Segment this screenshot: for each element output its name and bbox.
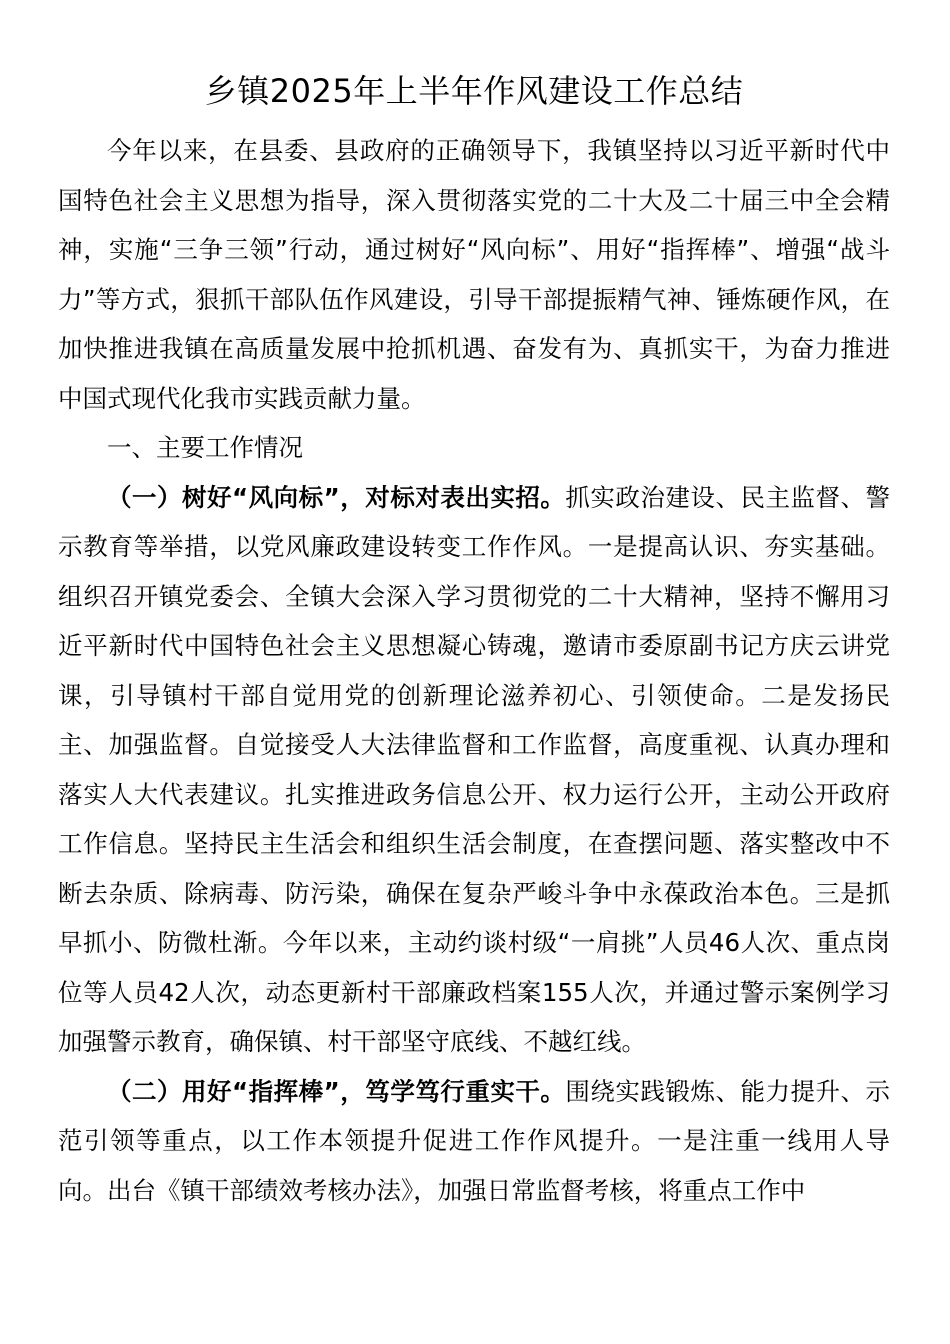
- subsection-2-paragraph: [58, 1067, 890, 1216]
- document-title: 乡镇2025年上半年作风建设工作总结: [204, 72, 744, 110]
- subsection-1-heading: （一）树好“风向标”，对标对表出实招。: [107, 482, 566, 512]
- subsection-1-body: 抓实政治建设、民主监督、警示教育等举措，以党风廉政建设转变工作作风。一是提高认识、夯实基础。组织召开镇党委会、全镇大会深入学习贯彻党的二十大精神，坚持不懈用习近平新时代中国特色社会主义思想凝心铸魂，邀请市委原副书记方庆云讲党课，引导镇村干部自觉用党的创新理论滋养初心、引领使命。二是发扬民主、加强监督。自觉接受人大法律监督和工作监督，高度重视、认真办理和落实人大代表建议。扎实推进政务信息公开、权力运行公开，主动公开政府工作信息。坚持民主生活会和组织生活会制度，在查摆问题、落实整改中不断去杂质、除病毒、防污染，确保在复杂严峻斗争中永葆政治本色。三是抓早抓小、防微杜渐。今年以来，主动约谈村级“一肩挑”人员46人次、重点岗位等人员42人次，动态更新村干部廉政档案155人次，并通过警示案例学习加强警示教育，确保镇、村干部坚守底线、不越红线。: [58, 482, 891, 1056]
- section-heading-main-work: 一、主要工作情况: [107, 433, 303, 462]
- subsection-1-paragraph: [58, 473, 890, 1067]
- subsection-2-heading: （二）用好“指挥棒”，笃学笃行重实干。: [107, 1076, 566, 1106]
- intro-paragraph: 今年以来，在县委、县政府的正确领导下，我镇坚持以习近平新时代中国特色社会主义思想为指导，深入贯彻落实党的二十大及二十届三中全会精神，实施“三争三领”行动，通过树好“风向标”、用好“指挥棒”、增强“战斗力”等方式，狠抓干部队伍作风建设，引导干部提振精气神、锤炼硬作风，在加快推进我镇在高质量发展中抢抓机遇、奋发有为、真抓实干，为奋力推进中国式现代化我市实践贡献力量。: [58, 136, 890, 413]
- subsection-2-body: 围绕实践锻炼、能力提升、示范引领等重点，以工作本领提升促进工作作风提升。一是注重一线用人导向。出台《镇干部绩效考核办法》，加强日常监督考核，将重点工作中: [58, 1076, 891, 1205]
